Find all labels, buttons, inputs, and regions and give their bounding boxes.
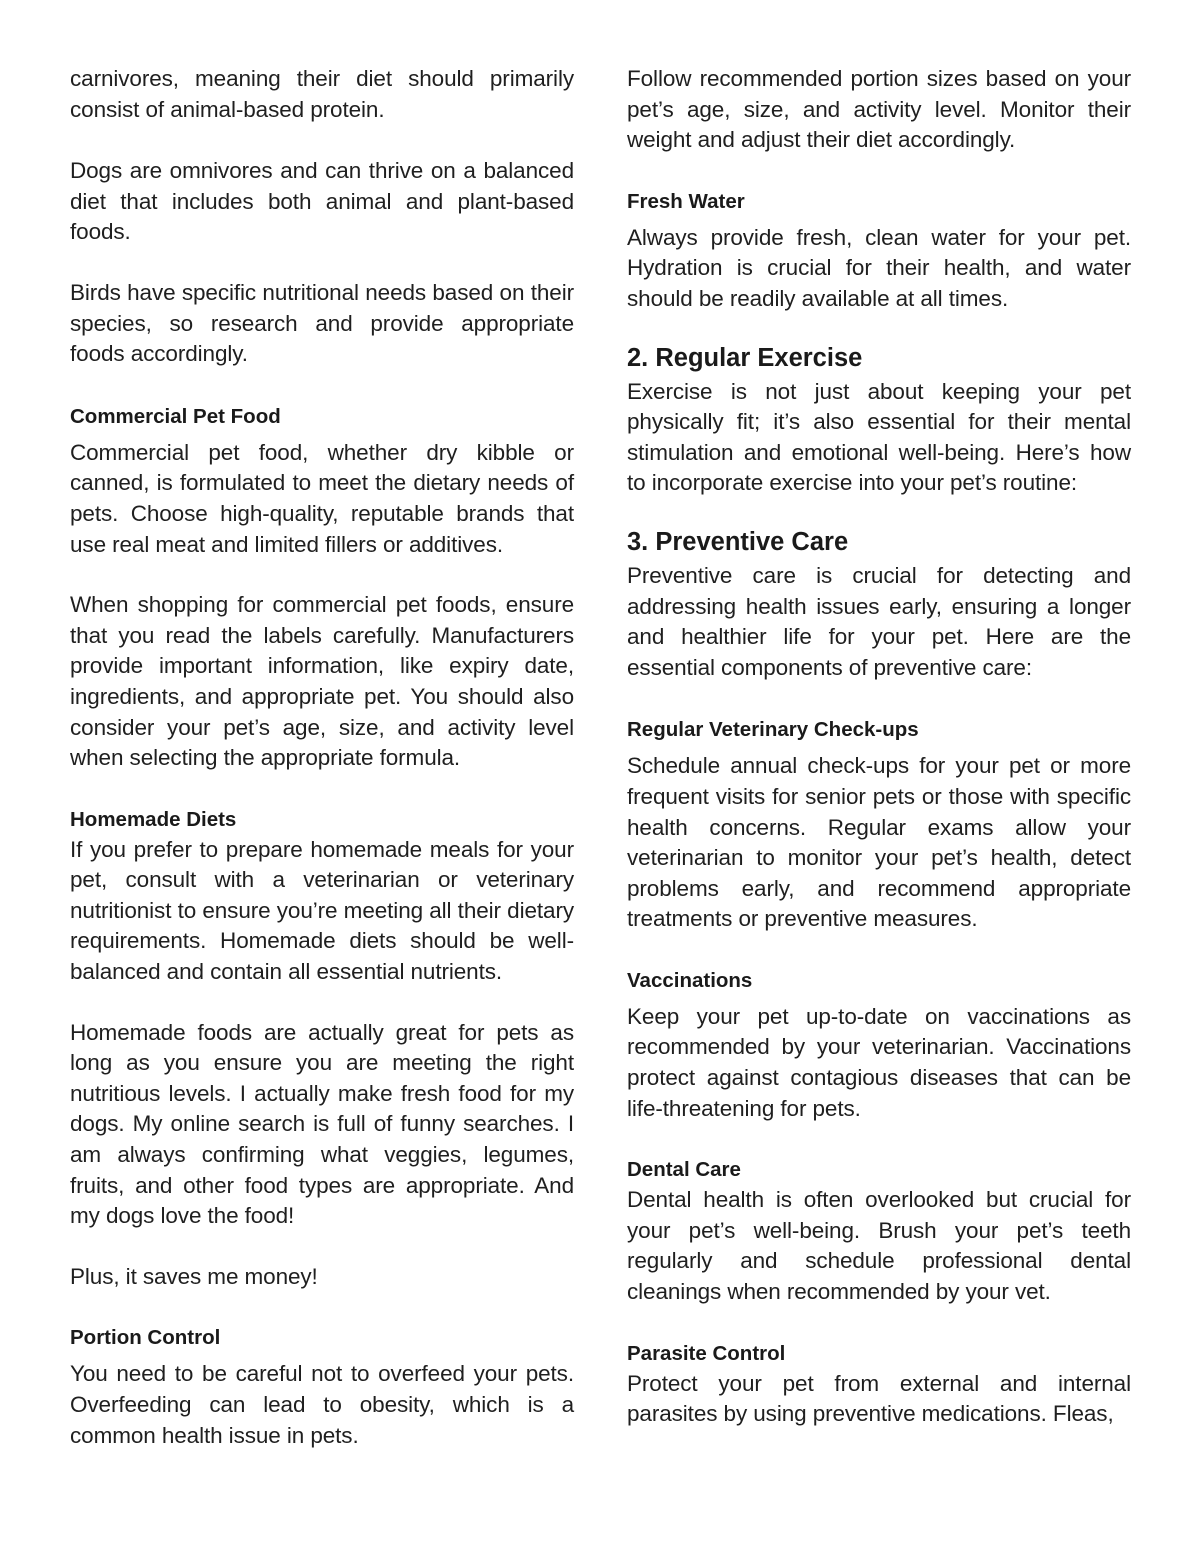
paragraph-homemade-foods: Homemade foods are actually great for pets as long as you ensure you are meeting the right nutritious levels. I actually make fresh food for my dogs. My online search is full of funny searches. I am always confirming what veggies, legumes, fruits, and other food types are appropriate. And my dogs love the food! [70, 1019, 574, 1229]
paragraph-vet-checkups: Schedule annual check-ups for your pet or more frequent visits for senior pets or those with specific health concerns. Regular exams allow your veterinarian to monitor your pet’s health, detect problems early, and recommend appropriate treatments or preventive measures. [627, 753, 1131, 932]
paragraph-dental-care: Dental health is often overlooked but crucial for your pet’s well-being. Brush your pet’s teeth regularly and schedule professional dental cleanings when recommended by your vet. [627, 1187, 1131, 1305]
paragraph-regular-exercise: Exercise is not just about keeping your pet physically fit; it’s also essential for their mental stimulation and emotional well-being. Here’s how to incorporate exercise into your pet’s routine: [627, 378, 1131, 496]
paragraph-vaccinations: Keep your pet up-to-date on vaccinations as recommended by your veterinarian. Vaccinations protect against contagious diseases that can be life-threatening for pets. [627, 1003, 1131, 1121]
paragraph-commercial-pet-food: Commercial pet food, whether dry kibble or canned, is formulated to meet the dietary needs of pets. Choose high-quality, reputable brands that use real meat and limited fillers or additives. [70, 439, 574, 557]
right-column [627, 64, 1131, 1430]
paragraph-fresh-water: Always provide fresh, clean water for your pet. Hydration is crucial for their health, and water should be readily available at all times. [627, 224, 1131, 311]
subheading-portion-control: Portion Control [70, 1326, 221, 1350]
paragraph-carnivores: carnivores, meaning their diet should primarily consist of animal-based protein. [70, 66, 574, 122]
paragraph-dogs-omnivores: Dogs are omnivores and can thrive on a balanced diet that includes both animal and plant-based foods. [70, 158, 574, 245]
left-column [70, 64, 574, 1451]
paragraph-preventive-care: Preventive care is crucial for detecting and addressing health issues early, ensuring a longer and healthier life for your pet. Here are the essential components of preventive care: [627, 562, 1131, 680]
subheading-commercial-pet-food: Commercial Pet Food [70, 404, 281, 428]
paragraph-portion-sizes: Follow recommended portion sizes based on your pet’s age, size, and activity level. Monitor their weight and adjust their diet accordingly. [627, 66, 1131, 153]
subheading-vet-checkups: Regular Veterinary Check-ups [627, 718, 919, 742]
heading-regular-exercise: 2. Regular Exercise [627, 343, 863, 372]
paragraph-overfeeding: You need to be careful not to overfeed your pets. Overfeeding can lead to obesity, which is a common health issue in pets. [70, 1361, 574, 1448]
heading-preventive-care: 3. Preventive Care [627, 527, 849, 556]
subheading-fresh-water: Fresh Water [627, 189, 745, 213]
paragraph-homemade-diets: If you prefer to prepare homemade meals for your pet, consult with a veterinarian or veterinary nutritionist to ensure you’re meeting all their dietary requirements. Homemade diets should be well-balanced and contain all essential nutrients. [70, 836, 574, 985]
paragraph-shopping: When shopping for commercial pet foods, ensure that you read the labels carefully. Manufacturers provide important information, like expiry date, ingredients, and appropriate pet. You should also consider your pet’s age, size, and activity level when selecting the appropriate formula. [70, 592, 574, 771]
subheading-homemade-diets: Homemade Diets [70, 807, 237, 831]
paragraph-saves-money: Plus, it saves me money! [70, 1263, 318, 1289]
paragraph-parasite-control: Protect your pet from external and internal parasites by using preventive medications. Fleas, [627, 1370, 1131, 1427]
subheading-dental-care: Dental Care [627, 1158, 741, 1182]
paragraph-birds: Birds have specific nutritional needs based on their species, so research and provide appropriate foods accordingly. [70, 279, 574, 367]
subheading-vaccinations: Vaccinations [627, 968, 753, 992]
subheading-parasite-control: Parasite Control [627, 1341, 786, 1365]
